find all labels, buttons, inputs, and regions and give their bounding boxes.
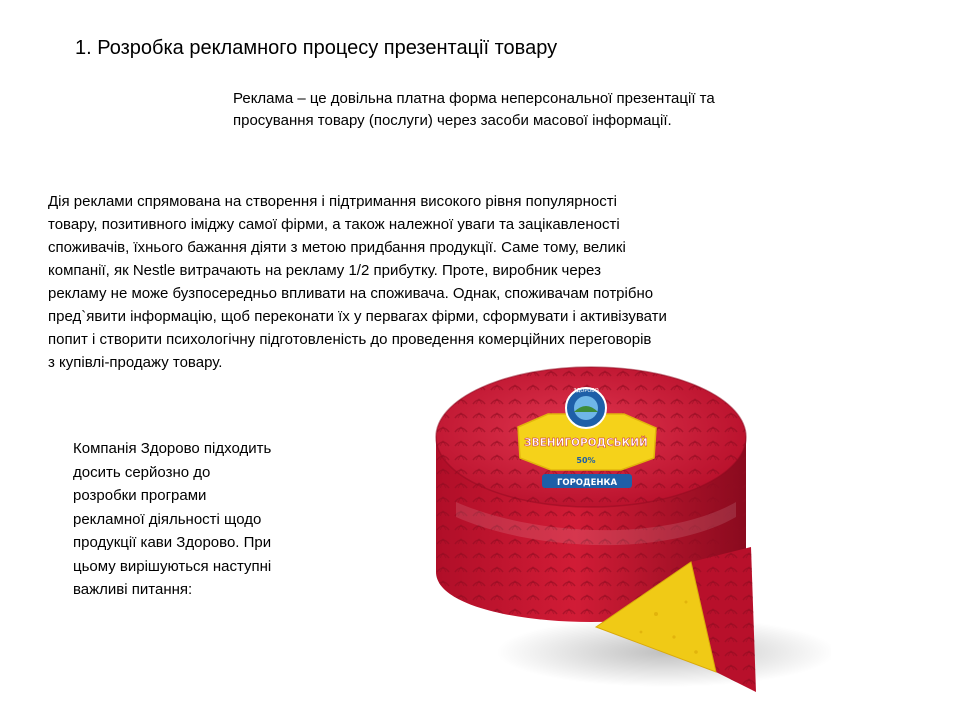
paragraph-line: попит і створити психологічну підготовленість до проведення комерційних переговорів [48, 331, 652, 348]
label-percent: 50% [576, 456, 596, 465]
definition-line: Реклама – це довільна платна форма неперсональної презентації та [233, 90, 715, 107]
company-line: рекламної діяльності щодо [73, 510, 262, 528]
paragraph-line: компанії, як Nestle витрачають на рекламу 1/2 прибутку. Проте, виробник через [48, 262, 601, 279]
company-line: цьому вирішуються наступні [73, 557, 272, 575]
cheese-product-image [416, 352, 831, 702]
slide-title: 1. Розробка рекламного процесу презентації товару [75, 37, 558, 59]
label-product-name: ЗВЕНИГОРОДСЬКИЙ [524, 437, 648, 449]
advertising-effect-paragraph [48, 190, 783, 374]
company-paragraph [73, 437, 323, 602]
label-brand-text: ЗДОРОВО [573, 388, 599, 394]
paragraph-line: з купівлі-продажу товару. [48, 354, 223, 371]
definition-line: просування товару (послуги) через засоби масової інформації. [233, 112, 672, 129]
paragraph-line: пред`явити інформацію, щоб переконати їх у первагах фірми, сформувати і активізувати [48, 308, 667, 325]
company-line: Компанія Здорово підходить [73, 440, 272, 457]
company-line: розробки програми [73, 487, 207, 504]
paragraph-line: Дія реклами спрямована на створення і підтримання високого рівня популярності [48, 193, 617, 210]
label-origin: ГОРОДЕНКА [556, 478, 618, 488]
paragraph-line: рекламу не може бузпосередньо впливати на споживача. Однак, споживачам потрібно [48, 285, 654, 302]
company-line: продукції кави Здорово. При [73, 534, 272, 551]
paragraph-line: товару, позитивного іміджу самої фірми, а також належної уваги та зацікавленості [48, 216, 620, 233]
company-line: досить серйозно до [73, 463, 211, 481]
advertising-definition [233, 88, 813, 132]
company-line: важливі питання: [73, 581, 193, 598]
paragraph-line: споживачів, їхнього бажання діяти з метою придбання продукції. Саме тому, великі [48, 239, 626, 256]
